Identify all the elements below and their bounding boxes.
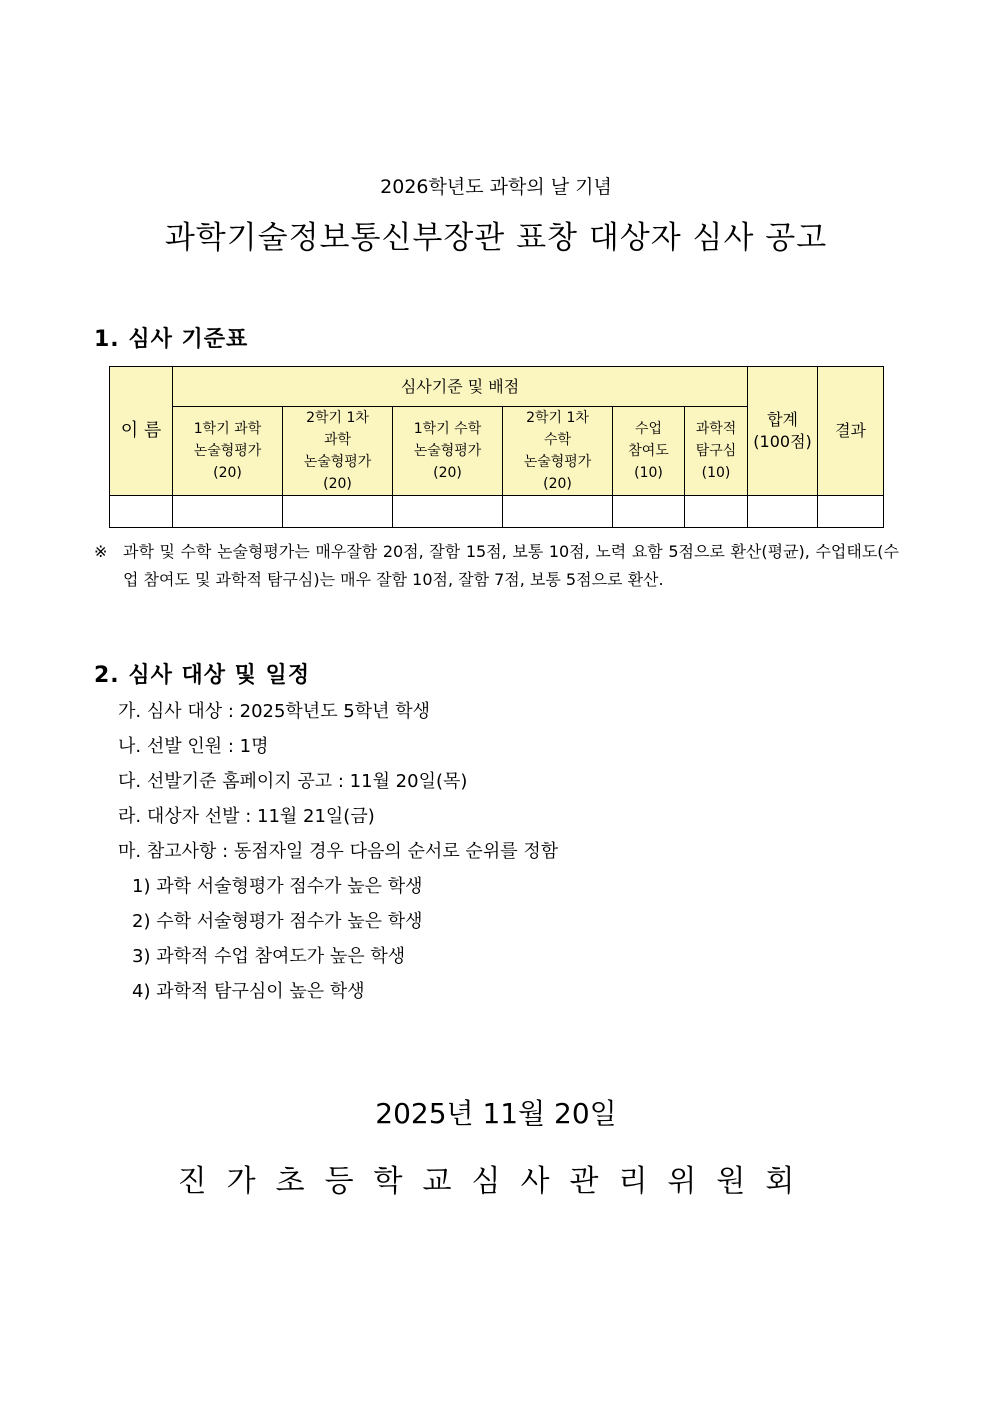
criteria-header-text: 과학적 탐구심 (10)	[695, 421, 737, 481]
notice-title: 과학기술정보통신부장관 표창 대상자 심사 공고	[164, 220, 828, 256]
total-header	[748, 367, 818, 496]
schedule-list	[118, 694, 558, 1009]
list-item: 나. 선발 인원 : 1명	[118, 736, 269, 757]
result-header: 결과	[818, 367, 884, 496]
table-cell-empty	[393, 496, 503, 528]
criteria-header	[173, 407, 283, 496]
criteria-group-header: 심사기준 및 배점	[173, 367, 748, 407]
criteria-header-text: 2학기 1차 수학 논술형평가 (20)	[523, 410, 592, 492]
table-cell-empty	[283, 496, 393, 528]
list-item: 가. 심사 대상 : 2025학년도 5학년 학생	[118, 701, 431, 722]
list-item: 다. 선발기준 홈페이지 공고 : 11월 20일(목)	[118, 771, 468, 792]
notice-date: 2025년 11월 20일	[375, 1097, 617, 1130]
scoring-note	[94, 538, 899, 594]
list-item: 라. 대상자 선발 : 11월 21일(금)	[118, 806, 375, 827]
criteria-header	[613, 407, 685, 496]
criteria-header-text: 수업 참여도 (10)	[628, 421, 669, 481]
table-cell-empty	[173, 496, 283, 528]
list-item: 마. 참고사항 : 동점자일 경우 다음의 순서로 순위를 정함	[118, 841, 559, 862]
list-subitem: 3) 과학적 수업 참여도가 높은 학생	[132, 946, 406, 967]
criteria-table	[109, 366, 884, 528]
criteria-header-text: 2학기 1차 과학 논술형평가 (20)	[303, 410, 372, 492]
notice-subtitle: 2026학년도 과학의 날 기념	[380, 176, 612, 198]
table-cell-empty	[818, 496, 884, 528]
criteria-header	[685, 407, 748, 496]
note-text: 과학 및 수학 논술형평가는 매우잘함 20점, 잘함 15점, 보통 10점, 노력 요함 5점으로 환산(평균), 수업태도(수업 참여도 및 과학적 탐구심)는 매우 잘함 10점, 잘함 7점, 보통 5점으로 환산.	[123, 542, 899, 589]
total-header-text: 합계 (100점)	[753, 410, 812, 451]
criteria-header-text: 1학기 과학 논술형평가 (20)	[193, 421, 262, 481]
issuing-organization: 진가초등학교심사관리위원회	[177, 1164, 815, 1199]
criteria-header-text: 1학기 수학 논술형평가 (20)	[413, 421, 482, 481]
table-cell-empty	[748, 496, 818, 528]
list-subitem: 4) 과학적 탐구심이 높은 학생	[132, 981, 365, 1002]
section1-heading: 1. 심사 기준표	[94, 327, 249, 352]
criteria-header	[503, 407, 613, 496]
table-cell-empty	[685, 496, 748, 528]
table-cell-empty	[613, 496, 685, 528]
section2-heading: 2. 심사 대상 및 일정	[94, 663, 311, 688]
name-header: 이 름	[110, 367, 173, 496]
list-subitem: 1) 과학 서술형평가 점수가 높은 학생	[132, 876, 423, 897]
table-cell-empty	[503, 496, 613, 528]
criteria-header	[283, 407, 393, 496]
table-cell-empty	[110, 496, 173, 528]
criteria-header	[393, 407, 503, 496]
list-subitem: 2) 수학 서술형평가 점수가 높은 학생	[132, 911, 423, 932]
note-mark: ※	[94, 542, 108, 561]
